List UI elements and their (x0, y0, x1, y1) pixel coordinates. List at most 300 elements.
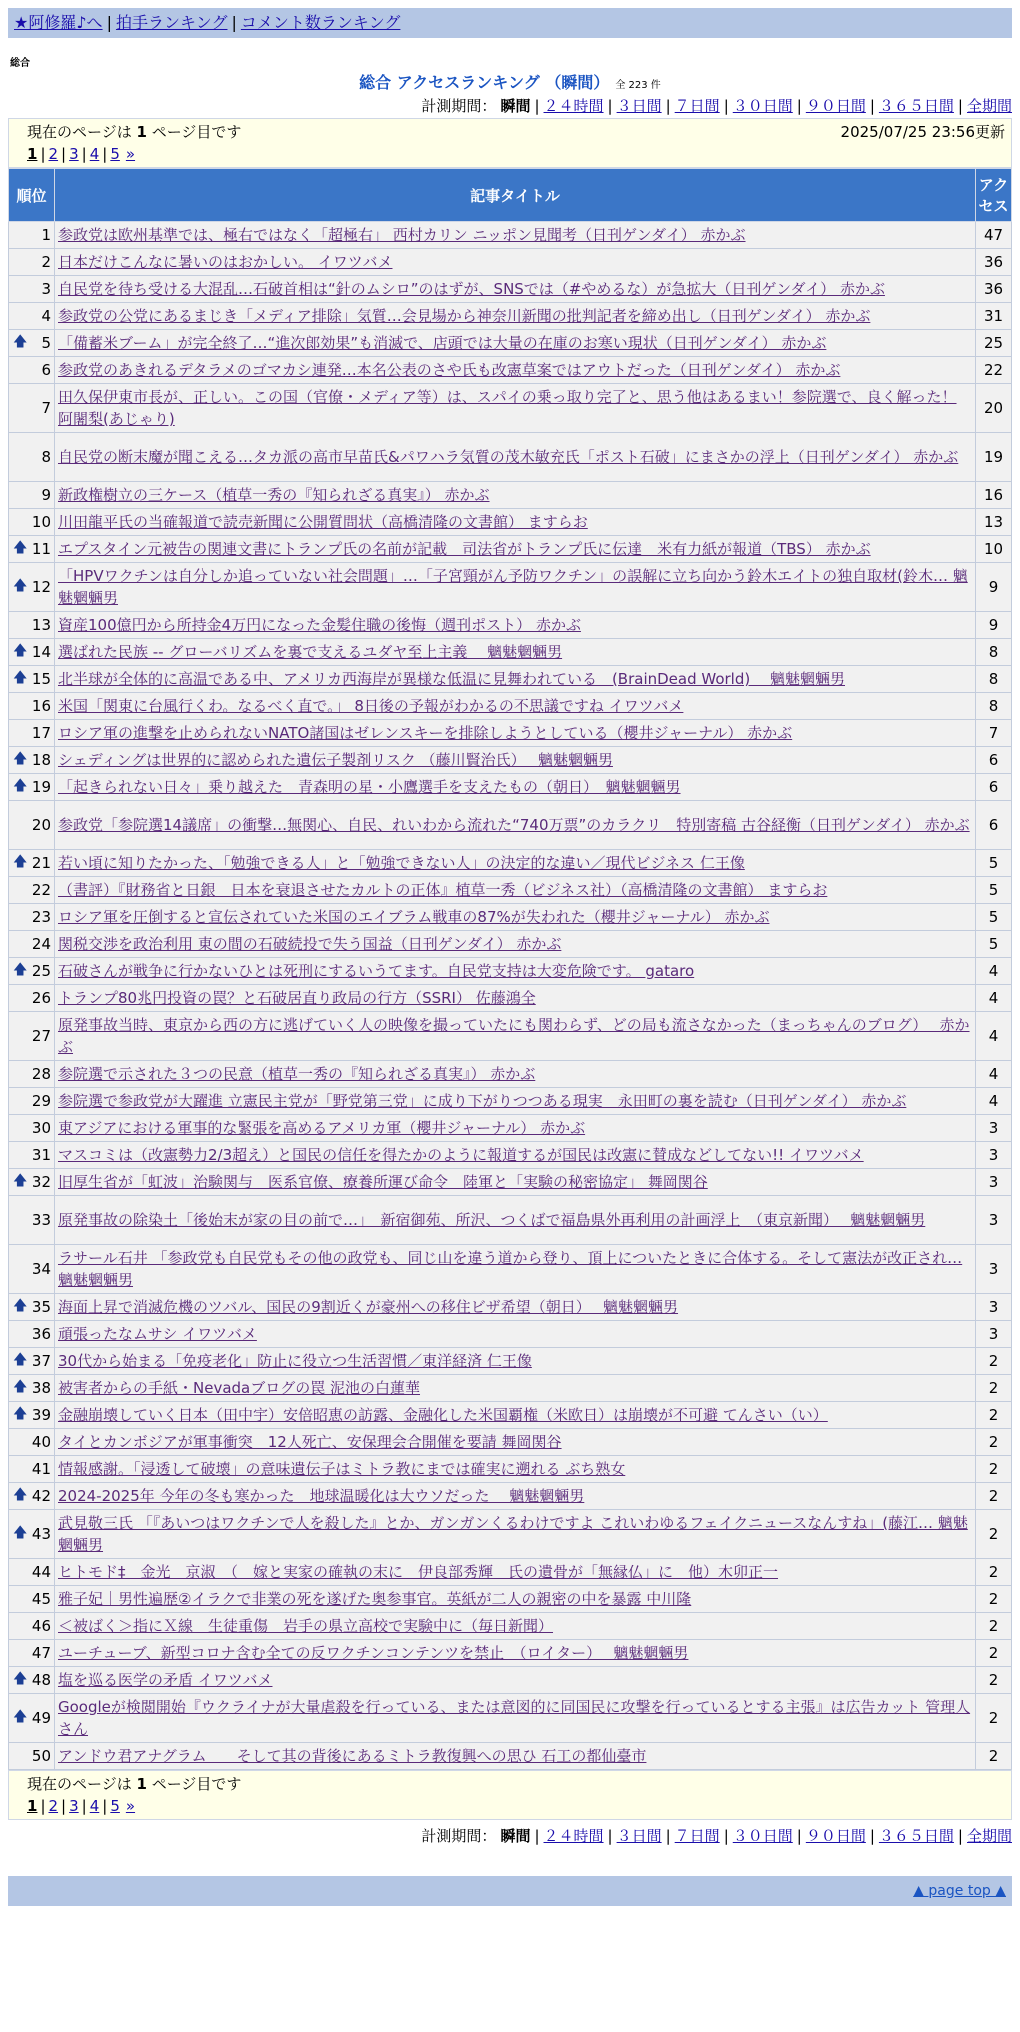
article-title-link[interactable]: 2024-2025年 今年の冬も寒かった 地球温暖化は大ウソだった 魑魅魍魎男 (58, 1487, 585, 1505)
article-title-link[interactable]: 参院選で示された３つの民意（植草一秀の『知られざる真実』） 赤かぶ (58, 1065, 536, 1083)
article-title-link[interactable]: 若い頃に知りたかった、「勉強できる人」と「勉強できない人」の決定的な違い／現代ビジネス 仁王像 (58, 854, 745, 872)
article-title-link[interactable]: 参政党は欧州基準では、極右ではなく「超極右」 西村カリン ニッポン見聞考（日刊ゲンダイ） 赤かぶ (58, 226, 746, 244)
access-count: 47 (976, 222, 1012, 249)
page-top-link[interactable]: ▲ page top ▲ (913, 1883, 1006, 1899)
rank-number: 34 (31, 1260, 51, 1278)
rank-cell (9, 1456, 55, 1483)
nav-home-link[interactable]: ★阿修羅♪へ (14, 13, 103, 32)
article-title-link[interactable]: 塩を巡る医学の矛盾 イワツバメ (58, 1671, 273, 1689)
title-cell (55, 1375, 976, 1402)
updated-timestamp: 2025/07/25 23:56更新 (840, 123, 1005, 141)
rank-number: 5 (41, 334, 51, 352)
article-title-link[interactable]: 参院選で参政党が大躍進 立憲民主党が「野党第三党」に成り下がりつつある現実 永田町の裏を読む（日刊ゲンダイ） 赤かぶ (58, 1092, 907, 1110)
access-count: 4 (976, 1012, 1012, 1061)
rank-number: 12 (31, 578, 51, 596)
access-count: 3 (976, 1294, 1012, 1321)
access-count: 20 (976, 384, 1012, 433)
table-row (9, 612, 1012, 639)
table-row (9, 330, 1012, 357)
title-cell (55, 563, 976, 612)
page-title: 総合 アクセスランキング （瞬間） (359, 73, 610, 92)
title-cell (55, 1586, 976, 1613)
access-count: 8 (976, 693, 1012, 720)
rank-cell (9, 1375, 55, 1402)
title-cell (55, 801, 976, 850)
article-title-link[interactable]: 関税交渉を政治利用 東の間の石破続投で失う国益（日刊ゲンダイ） 赤かぶ (58, 935, 562, 953)
page-next-link[interactable]: » (125, 145, 136, 163)
page-link-2[interactable]: 2 (48, 1797, 59, 1815)
rank-number: 32 (31, 1173, 51, 1191)
title-cell (55, 1743, 976, 1770)
table-row (9, 1375, 1012, 1402)
table-row (9, 384, 1012, 433)
access-count: 5 (976, 850, 1012, 877)
period-link-7d[interactable]: ７日間 (674, 1827, 720, 1845)
table-row (9, 693, 1012, 720)
title-cell (55, 1321, 976, 1348)
access-count: 9 (976, 612, 1012, 639)
rank-number: 20 (31, 816, 51, 834)
title-cell (55, 639, 976, 666)
table-row (9, 877, 1012, 904)
access-count: 2 (976, 1559, 1012, 1586)
title-cell (55, 1510, 976, 1559)
nav-applause-ranking-link[interactable]: 拍手ランキング (115, 13, 228, 32)
table-row (9, 720, 1012, 747)
rank-cell (9, 1245, 55, 1294)
rank-cell (9, 563, 55, 612)
table-row (9, 482, 1012, 509)
rank-cell (9, 1613, 55, 1640)
table-row (9, 1456, 1012, 1483)
table-row (9, 1294, 1012, 1321)
rank-cell (9, 330, 55, 357)
article-title-link[interactable]: 自民党の断末魔が聞こえる…タカ派の高市早苗氏&パワハラ気質の茂木敏充氏「ポスト石破」にまさかの浮上（日刊ゲンダイ） 赤かぶ (58, 448, 959, 466)
title-cell (55, 249, 976, 276)
table-row (9, 1586, 1012, 1613)
table-row (9, 1694, 1012, 1743)
article-title-link[interactable]: ロシア軍を圧倒すると宣伝されていた米国のエイブラム戦車の87%が失われた（櫻井ジャーナル） 赤かぶ (58, 908, 770, 926)
period-link-90d[interactable]: ９０日間 (805, 97, 866, 115)
rank-cell (9, 357, 55, 384)
article-title-link[interactable]: ラサール石井 「参政党も自民党もその他の政党も、同じ山を違う道から登り、頂上についたときに合体する。そして憲法が改正され… 魑魅魍魎男 (58, 1249, 963, 1289)
rank-cell (9, 747, 55, 774)
nav-separator: | (231, 13, 237, 32)
rank-number: 26 (31, 989, 51, 1007)
header-title: 記事タイトル (55, 169, 976, 222)
breadcrumb: 総合 (10, 58, 30, 69)
total-count: 全 223 件 (615, 80, 661, 91)
article-title-link[interactable]: ユーチューブ、新型コロナ含む全ての反ワクチンコンテンツを禁止 （ロイター） 魑魅魍魎男 (58, 1644, 689, 1662)
up-arrow-icon: 🡅 (13, 334, 28, 350)
table-row (9, 774, 1012, 801)
rank-number: 30 (31, 1119, 51, 1137)
rank-cell (9, 931, 55, 958)
rank-cell (9, 384, 55, 433)
rank-number: 3 (41, 280, 51, 298)
page-link-5[interactable]: 5 (110, 145, 120, 163)
article-title-link[interactable]: タイとカンボジアが軍事衝突 12人死亡、安保理会合開催を要請 舞岡関谷 (58, 1433, 562, 1451)
table-row (9, 747, 1012, 774)
table-row (9, 1640, 1012, 1667)
article-title-link[interactable]: 参政党の公党にあるまじき「メディア排除」気質…会見場から神奈川新聞の批判記者を締め出し（日刊ゲンダイ） 赤かぶ (58, 307, 871, 325)
article-title-link[interactable]: Googleが検閲開始『ウクライナが大量虐殺を行っている、または意図的に同国民に攻撃を行っているとする主張』は広告カット 管理人さん (58, 1698, 971, 1738)
rank-number: 29 (31, 1092, 51, 1110)
access-count: 2 (976, 1348, 1012, 1375)
title-cell (55, 1115, 976, 1142)
table-row (9, 850, 1012, 877)
up-arrow-icon: 🡅 (13, 778, 28, 794)
rank-number: 2 (41, 253, 51, 271)
title-cell (55, 1694, 976, 1743)
rank-number: 16 (31, 697, 51, 715)
title-cell (55, 303, 976, 330)
article-title-link[interactable]: 資産100億円から所持金4万円になった金髪住職の後悔（週刊ポスト） 赤かぶ (58, 616, 581, 634)
rank-number: 18 (31, 751, 51, 769)
rank-cell (9, 1348, 55, 1375)
table-row (9, 536, 1012, 563)
article-title-link[interactable]: 参政党のあきれるデタラメのゴマカシ連発…本名公表のさや氏も改憲草案ではアウトだった（日刊ゲンダイ） 赤かぶ (58, 361, 841, 379)
table-row (9, 985, 1012, 1012)
period-link-365d[interactable]: ３６５日間 (878, 97, 954, 115)
article-title-link[interactable]: 「備蓄米ブーム」が完全終了…“進次郎効果”も消滅で、店頭では大量の在庫のお寒い現状（日刊ゲンダイ） 赤かぶ (58, 334, 827, 352)
period-link-90d[interactable]: ９０日間 (805, 1827, 866, 1845)
access-count: 16 (976, 482, 1012, 509)
rank-number: 38 (31, 1379, 51, 1397)
rank-number: 31 (31, 1146, 51, 1164)
rank-number: 33 (31, 1211, 51, 1229)
rank-cell (9, 1743, 55, 1770)
rank-cell (9, 693, 55, 720)
access-count: 4 (976, 958, 1012, 985)
rank-cell (9, 1402, 55, 1429)
rank-number: 9 (41, 486, 51, 504)
period-link-all[interactable]: 全期間 (966, 97, 1012, 115)
access-count: 2 (976, 1640, 1012, 1667)
rank-cell (9, 666, 55, 693)
up-arrow-icon: 🡅 (13, 540, 28, 556)
article-title-link[interactable]: 東アジアにおける軍事的な緊張を高めるアメリカ軍（櫻井ジャーナル） 赤かぶ (58, 1119, 586, 1137)
up-arrow-icon: 🡅 (13, 1173, 28, 1189)
rank-number: 11 (31, 540, 51, 558)
page-link-3[interactable]: 3 (69, 145, 79, 163)
up-arrow-icon: 🡅 (13, 854, 28, 870)
title-cell (55, 1061, 976, 1088)
title-cell (55, 357, 976, 384)
article-title-link[interactable]: 海面上昇で消滅危機のツバル、国民の9割近くが豪州への移住ビザ希望（朝日） 魑魅魍魎男 (58, 1298, 679, 1316)
rank-number: 24 (31, 935, 51, 953)
title-cell (55, 931, 976, 958)
article-title-link[interactable]: 頑張ったなムサシ イワツバメ (58, 1325, 257, 1343)
rank-number: 25 (31, 962, 51, 980)
table-row (9, 1743, 1012, 1770)
article-title-link[interactable]: 田久保伊東市長が、正しい。この国（官僚・メディア等）は、スパイの乗っ取り完了と、思う他はあるまい！参院選で、良く解った！ 阿闍梨(あじゃり) (58, 388, 957, 428)
article-title-link[interactable]: 原発事故の除染土「後始末が家の目の前で…」 新宿御苑、所沢、つくばで福島県外再利用の計画浮上 （東京新聞） 魑魅魍魎男 (58, 1211, 926, 1229)
table-row (9, 1169, 1012, 1196)
access-count: 36 (976, 276, 1012, 303)
article-title-link[interactable]: シェディングは世界的に認められた遺伝子製剤リスク （藤川賢治氏） 魑魅魍魎男 (58, 751, 613, 769)
rank-number: 15 (31, 670, 51, 688)
up-arrow-icon: 🡅 (13, 1709, 28, 1725)
title-cell (55, 612, 976, 639)
period-label: 計測期間： (421, 97, 497, 115)
access-count: 36 (976, 249, 1012, 276)
title-cell (55, 1142, 976, 1169)
rank-number: 22 (31, 881, 51, 899)
rank-cell (9, 720, 55, 747)
access-count: 4 (976, 985, 1012, 1012)
table-row (9, 1429, 1012, 1456)
rank-cell (9, 509, 55, 536)
top-nav (8, 8, 1012, 38)
access-count: 6 (976, 801, 1012, 850)
access-count: 2 (976, 1429, 1012, 1456)
rank-number: 10 (31, 513, 51, 531)
page-link-2[interactable]: 2 (48, 145, 59, 163)
period-selector-bottom: 計測期間： 瞬間 | ２４時間 | ３日間 | ７日間 | ３０日間 | ９０日間 | ３６５日間 | 全期間 (421, 1827, 1012, 1845)
rank-cell (9, 774, 55, 801)
period-link-24h[interactable]: ２４時間 (543, 1827, 604, 1845)
article-title-link[interactable]: 「起きられない日々」乗り越えた 青森明の星・小鷹選手を支えたもの（朝日） 魑魅魍魎男 (58, 778, 681, 796)
table-row (9, 931, 1012, 958)
up-arrow-icon: 🡅 (13, 1379, 28, 1395)
rank-number: 44 (31, 1563, 51, 1581)
up-arrow-icon: 🡅 (13, 643, 28, 659)
article-title-link[interactable]: ヒトモド‡ 金光 京淑 （ 嫁と実家の確執の末に 伊良部秀輝 氏の遺骨が「無縁仏」に 他）木卯正一 (58, 1563, 779, 1581)
period-link-30d[interactable]: ３０日間 (732, 97, 793, 115)
rank-number: 47 (31, 1644, 51, 1662)
rank-cell (9, 249, 55, 276)
rank-cell (9, 1510, 55, 1559)
title-cell (55, 1196, 976, 1245)
access-count: 7 (976, 720, 1012, 747)
up-arrow-icon: 🡅 (13, 1671, 28, 1687)
table-row (9, 1088, 1012, 1115)
page-next-link[interactable]: » (125, 1797, 136, 1815)
access-count: 13 (976, 509, 1012, 536)
article-title-link[interactable]: 川田龍平氏の当確報道で読売新聞に公開質問状（高橋清隆の文書館） ますらお (58, 513, 588, 531)
article-title-link[interactable]: 自民党を待ち受ける大混乱…石破首相は“針のムシロ”のはずが、SNSでは（#やめるな）が急拡大（日刊ゲンダイ） 赤かぶ (58, 280, 885, 298)
table-row (9, 276, 1012, 303)
rank-number: 1 (41, 226, 51, 244)
table-row (9, 1061, 1012, 1088)
nav-comment-ranking-link[interactable]: コメント数ランキング (240, 13, 401, 32)
article-title-link[interactable]: 日本だけこんなに暑いのはおかしい。 イワツバメ (58, 253, 393, 271)
period-link-7d[interactable]: ７日間 (674, 97, 720, 115)
article-title-link[interactable]: （書評）『財務省と日銀 日本を衰退させたカルトの正体』植草一秀（ビジネス社）（高橋清隆の文書館） ますらお (58, 881, 828, 899)
rank-number: 13 (31, 616, 51, 634)
page-title-row (0, 72, 1020, 94)
title-cell (55, 1429, 976, 1456)
access-count: 3 (976, 1245, 1012, 1294)
title-cell (55, 720, 976, 747)
rank-number: 39 (31, 1406, 51, 1424)
title-cell (55, 747, 976, 774)
article-title-link[interactable]: 30代から始まる「免疫老化」防止に役立つ生活習慣／東洋経済 仁王像 (58, 1352, 532, 1370)
article-title-link[interactable]: ＜被ばく＞指にＸ線 生徒重傷 岩手の県立高校で実験中に（毎日新聞） (58, 1617, 554, 1635)
rank-cell (9, 801, 55, 850)
rank-cell (9, 276, 55, 303)
table-row (9, 666, 1012, 693)
period-link-365d[interactable]: ３６５日間 (878, 1827, 954, 1845)
article-title-link[interactable]: ロシア軍の進撃を止められないNATO諸国はゼレンスキーを排除しようとしている（櫻井ジャーナル） 赤かぶ (58, 724, 793, 742)
access-count: 2 (976, 1510, 1012, 1559)
access-count: 2 (976, 1743, 1012, 1770)
current-page-text: 現在のページは 1 ページ目です (27, 123, 242, 141)
access-count: 10 (976, 536, 1012, 563)
access-count: 6 (976, 747, 1012, 774)
page-current: 1 (27, 145, 38, 163)
article-title-link[interactable]: 被害者からの手紙・Nevadaブログの罠 泥池の白蓮華 (58, 1379, 421, 1397)
rank-cell (9, 850, 55, 877)
access-count: 31 (976, 303, 1012, 330)
access-count: 25 (976, 330, 1012, 357)
header-rank: 順位 (9, 169, 55, 222)
period-link-24h[interactable]: ２４時間 (543, 97, 604, 115)
rank-number: 28 (31, 1065, 51, 1083)
access-count: 4 (976, 1088, 1012, 1115)
rank-number: 23 (31, 908, 51, 926)
article-title-link[interactable]: トランプ80兆円投資の罠？と石破居直り政局の行方（SSRI） 佐藤鴻全 (58, 989, 536, 1007)
title-cell (55, 1294, 976, 1321)
ranking-body (9, 222, 1012, 1770)
header-access: アクセス (976, 169, 1012, 222)
rank-number: 37 (31, 1352, 51, 1370)
access-count: 5 (976, 931, 1012, 958)
title-cell (55, 774, 976, 801)
article-title-link[interactable]: 参政党「参院選14議席」の衝撃…無関心、自民、れいわから流れた“740万票”のカラクリ 特別寄稿 古谷経衡（日刊ゲンダイ） 赤かぶ (58, 816, 970, 834)
rank-cell (9, 433, 55, 482)
rank-number: 27 (31, 1027, 51, 1045)
rank-cell (9, 222, 55, 249)
period-selector-top: 計測期間： 瞬間 | ２４時間 | ３日間 | ７日間 | ３０日間 | ９０日間 | ３６５日間 | 全期間 (421, 97, 1012, 115)
access-count: 9 (976, 563, 1012, 612)
rank-cell (9, 1061, 55, 1088)
access-count: 2 (976, 1667, 1012, 1694)
page-link-5[interactable]: 5 (110, 1797, 120, 1815)
article-title-link[interactable]: 雅子妃｜男性遍歴②イラクで非業の死を遂げた奥参事官。英紙が二人の親密の中を暴露 中川隆 (58, 1590, 692, 1608)
article-title-link[interactable]: 米国「関東に台風行くわ。なるべく直で。」 8日後の予報がわかるの不思議ですね イワツバメ (58, 697, 684, 715)
table-row (9, 1142, 1012, 1169)
page-links: 1 | 2 | 3 | 4 | 5 » (27, 145, 136, 163)
rank-number: 45 (31, 1590, 51, 1608)
article-title-link[interactable]: エプスタイン元被告の関連文書にトランプ氏の名前が記載 司法省がトランプ氏に伝達 米有力紙が報道（TBS） 赤かぶ (58, 540, 871, 558)
article-title-link[interactable]: 武見敬三氏 「『あいつはワクチンで人を殺した』とか、ガンガンくるわけですよ これいわゆるフェイクニュースなんすね」(藤江… 魑魅魍魎男 (58, 1514, 968, 1554)
title-cell (55, 877, 976, 904)
rank-number: 40 (31, 1433, 51, 1451)
access-count: 8 (976, 666, 1012, 693)
period-current: 瞬間 (500, 1827, 531, 1845)
rank-cell (9, 904, 55, 931)
article-title-link[interactable]: 新政権樹立の三ケース（植草一秀の『知られざる真実』） 赤かぶ (58, 486, 490, 504)
article-title-link[interactable]: 「HPVワクチンは自分しか追っていない社会問題」…「子宮頸がん予防ワクチン」の誤解に立ち向かう鈴木エイトの独自取材(鈴木… 魑魅魍魎男 (58, 567, 968, 607)
title-cell (55, 1667, 976, 1694)
access-count: 2 (976, 1483, 1012, 1510)
up-arrow-icon: 🡅 (13, 670, 28, 686)
rank-number: 17 (31, 724, 51, 742)
article-title-link[interactable]: 北半球が全体的に高温である中、アメリカ西海岸が異様な低温に見舞われている (BrainDead World) 魑魅魍魎男 (58, 670, 845, 688)
access-count: 2 (976, 1456, 1012, 1483)
title-cell (55, 1483, 976, 1510)
table-row (9, 1115, 1012, 1142)
page-link-4[interactable]: 4 (89, 145, 100, 163)
up-arrow-icon: 🡅 (13, 751, 28, 767)
access-count: 2 (976, 1586, 1012, 1613)
article-title-link[interactable]: 情報感謝。「浸透して破壊」の意味遺伝子はミトラ教にまでは確実に遡れる ぶち熟女 (58, 1460, 626, 1478)
rank-cell (9, 985, 55, 1012)
table-row (9, 1559, 1012, 1586)
title-cell (55, 904, 976, 931)
table-row (9, 1483, 1012, 1510)
page-link-4[interactable]: 4 (89, 1797, 100, 1815)
rank-number: 50 (31, 1747, 51, 1765)
table-row (9, 563, 1012, 612)
access-count: 19 (976, 433, 1012, 482)
article-title-link[interactable]: 石破さんが戦争に行かないひとは死刑にするいうてます。自民党支持は大変危険です。 gataro (58, 962, 695, 980)
rank-cell (9, 1142, 55, 1169)
rank-number: 36 (31, 1325, 51, 1343)
period-link-all[interactable]: 全期間 (966, 1827, 1012, 1845)
table-row (9, 1245, 1012, 1294)
article-title-link[interactable]: 金融崩壊していく日本（田中宇）安倍昭恵の訪露、金融化した米国覇権（米欧日）は崩壊が不可避 てんさい（い） (58, 1406, 828, 1424)
access-count: 5 (976, 904, 1012, 931)
rank-number: 6 (41, 361, 51, 379)
rank-cell (9, 482, 55, 509)
table-row (9, 1321, 1012, 1348)
rank-cell (9, 1586, 55, 1613)
article-title-link[interactable]: 原発事故当時、東京から西の方に逃げていく人の映像を撮っていたにも関わらず、どの局も流さなかった（まっちゃんのブログ） 赤かぶ (58, 1016, 970, 1056)
table-row (9, 249, 1012, 276)
up-arrow-icon: 🡅 (13, 1352, 28, 1368)
period-link-30d[interactable]: ３０日間 (732, 1827, 793, 1845)
rank-cell (9, 877, 55, 904)
access-count: 3 (976, 1169, 1012, 1196)
rank-cell (9, 536, 55, 563)
rank-number: 21 (31, 854, 51, 872)
rank-number: 35 (31, 1298, 51, 1316)
rank-number: 7 (41, 399, 51, 417)
title-cell (55, 985, 976, 1012)
title-cell (55, 384, 976, 433)
access-count: 5 (976, 877, 1012, 904)
access-count: 4 (976, 1061, 1012, 1088)
table-row (9, 1613, 1012, 1640)
access-count: 6 (976, 774, 1012, 801)
access-count: 2 (976, 1402, 1012, 1429)
pager-bottom (8, 1770, 1012, 1820)
rank-cell (9, 303, 55, 330)
rank-cell (9, 1088, 55, 1115)
article-title-link[interactable]: マスコミは（改憲勢力2/3超え）と国民の信任を得たかのように報道するが国民は改憲に賛成などしてない!! イワツバメ (58, 1146, 864, 1164)
rank-number: 49 (31, 1709, 51, 1727)
period-label: 計測期間： (421, 1827, 497, 1845)
title-cell (55, 850, 976, 877)
page-link-3[interactable]: 3 (69, 1797, 79, 1815)
title-cell (55, 1402, 976, 1429)
article-title-link[interactable]: 選ばれた民族 -- グローバリズムを裏で支えるユダヤ至上主義 魑魅魍魎男 (58, 643, 563, 661)
rank-cell (9, 958, 55, 985)
table-row (9, 509, 1012, 536)
rank-number: 42 (31, 1487, 51, 1505)
table-row (9, 357, 1012, 384)
title-cell (55, 536, 976, 563)
pager-top (8, 118, 1012, 168)
period-link-3d[interactable]: ３日間 (616, 97, 662, 115)
article-title-link[interactable]: アンドウ君アナグラム そして其の背後にあるミトラ教復興への思ひ 石工の都仙臺市 (58, 1747, 647, 1765)
period-link-3d[interactable]: ３日間 (616, 1827, 662, 1845)
article-title-link[interactable]: 旧厚生省が「虹波」治験関与 医系官僚、療養所運び命令 陸軍と「実験の秘密協定」 舞岡関谷 (58, 1173, 708, 1191)
ranking-table (8, 168, 1012, 1770)
